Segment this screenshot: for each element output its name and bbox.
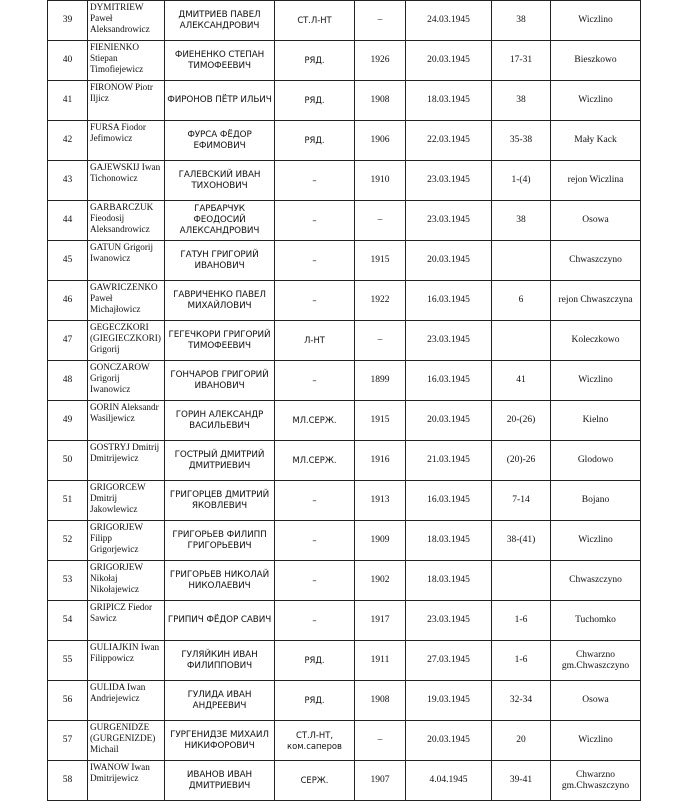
place: Glodowo: [551, 441, 641, 481]
rank: –: [275, 601, 355, 641]
grave-number: 38: [492, 81, 551, 121]
record-number: 58: [48, 761, 88, 801]
birth-year: 1916: [355, 441, 406, 481]
grave-number: 38-(41): [492, 521, 551, 561]
grave-number: 1-6: [492, 641, 551, 681]
grave-number: [492, 241, 551, 281]
name-cyrillic: ФИЕНЕНКО СТЕПАН ТИМОФЕЕВИЧ: [165, 41, 275, 81]
rank: –: [275, 521, 355, 561]
death-date: 16.03.1945: [406, 481, 492, 521]
table-row: [48, 281, 641, 321]
name-latin: GURGENIDZE (GURGENIZDE) Michail: [88, 721, 165, 761]
death-date: 20.03.1945: [406, 241, 492, 281]
place: Chwarzno gm.Chwaszczyno: [551, 641, 641, 681]
table-row: [48, 681, 641, 721]
death-date: 20.03.1945: [406, 401, 492, 441]
grave-number: (20)-26: [492, 441, 551, 481]
birth-year: 1899: [355, 361, 406, 401]
name-latin: GRIGORCEW Dmitrij Jakowlewicz: [88, 481, 165, 521]
death-date: 19.03.1945: [406, 681, 492, 721]
grave-number: 20: [492, 721, 551, 761]
rank: МЛ.СЕРЖ.: [275, 401, 355, 441]
place: Wiczlino: [551, 1, 641, 41]
rank: –: [275, 201, 355, 241]
table-row: [48, 601, 641, 641]
name-cyrillic: ГУЛЯЙКИН ИВАН ФИЛИППОВИЧ: [165, 641, 275, 681]
name-latin: GORIN Aleksandr Wasiljewicz: [88, 401, 165, 441]
table-row: [48, 481, 641, 521]
place: Osowa: [551, 201, 641, 241]
name-cyrillic: ГРИГОРЬЕВ ФИЛИПП ГРИГОРЬЕВИЧ: [165, 521, 275, 561]
grave-number: [492, 561, 551, 601]
name-cyrillic: ФУРСА ФЁДОР ЕФИМОВИЧ: [165, 121, 275, 161]
table-row: [48, 401, 641, 441]
rank: –: [275, 161, 355, 201]
grave-number: 41: [492, 361, 551, 401]
death-date: 22.03.1945: [406, 121, 492, 161]
name-latin: GRIGORJEW Nikołaj Nikołajewicz: [88, 561, 165, 601]
birth-year: –: [355, 1, 406, 41]
rank: –: [275, 481, 355, 521]
place: Bojano: [551, 481, 641, 521]
place: Chwarzno gm.Chwaszczyno: [551, 761, 641, 801]
table-row: [48, 441, 641, 481]
table-row: [48, 721, 641, 761]
table-row: [48, 561, 641, 601]
name-cyrillic: ГРИГОРЬЕВ НИКОЛАЙ НИКОЛАЕВИЧ: [165, 561, 275, 601]
record-number: 41: [48, 81, 88, 121]
death-date: 18.03.1945: [406, 81, 492, 121]
record-number: 48: [48, 361, 88, 401]
name-cyrillic: ГАРБАРЧУК ФЕОДОСИЙ АЛЕКСАНДРОВИЧ: [165, 201, 275, 241]
rank: –: [275, 361, 355, 401]
death-date: 18.03.1945: [406, 521, 492, 561]
record-number: 57: [48, 721, 88, 761]
name-cyrillic: ГРИПИЧ ФЁДОР САВИЧ: [165, 601, 275, 641]
record-number: 44: [48, 201, 88, 241]
record-number: 46: [48, 281, 88, 321]
grave-number: 7-14: [492, 481, 551, 521]
death-date: 20.03.1945: [406, 41, 492, 81]
table-row: [48, 241, 641, 281]
death-date: 21.03.1945: [406, 441, 492, 481]
birth-year: 1910: [355, 161, 406, 201]
grave-number: 38: [492, 201, 551, 241]
rank: РЯД.: [275, 81, 355, 121]
birth-year: 1906: [355, 121, 406, 161]
birth-year: 1926: [355, 41, 406, 81]
birth-year: –: [355, 201, 406, 241]
rank: Л-НТ: [275, 321, 355, 361]
birth-year: 1917: [355, 601, 406, 641]
record-number: 51: [48, 481, 88, 521]
place: Wiczlino: [551, 721, 641, 761]
record-number: 53: [48, 561, 88, 601]
burial-records-table: [47, 0, 641, 801]
record-number: 42: [48, 121, 88, 161]
table-row: [48, 121, 641, 161]
birth-year: 1911: [355, 641, 406, 681]
place: Osowa: [551, 681, 641, 721]
death-date: 23.03.1945: [406, 321, 492, 361]
record-number: 47: [48, 321, 88, 361]
birth-year: 1908: [355, 681, 406, 721]
grave-number: 32-34: [492, 681, 551, 721]
rank: МЛ.СЕРЖ.: [275, 441, 355, 481]
name-latin: GRIGORJEW Filipp Grigorjewicz: [88, 521, 165, 561]
name-cyrillic: ФИРОНОВ ПЁТР ИЛЬИЧ: [165, 81, 275, 121]
birth-year: 1907: [355, 761, 406, 801]
grave-number: 39-41: [492, 761, 551, 801]
place: Mały Kack: [551, 121, 641, 161]
death-date: 18.03.1945: [406, 561, 492, 601]
name-cyrillic: ГАВРИЧЕНКО ПАВЕЛ МИХАЙЛОВИЧ: [165, 281, 275, 321]
birth-year: 1915: [355, 241, 406, 281]
table-row: [48, 641, 641, 681]
record-number: 40: [48, 41, 88, 81]
name-latin: GARBARCZUK Fieodosij Aleksandrowicz: [88, 201, 165, 241]
birth-year: 1915: [355, 401, 406, 441]
place: Tuchomko: [551, 601, 641, 641]
name-cyrillic: ГОСТРЫЙ ДМИТРИЙ ДМИТРИЕВИЧ: [165, 441, 275, 481]
record-number: 45: [48, 241, 88, 281]
death-date: 23.03.1945: [406, 161, 492, 201]
grave-number: 1-(4): [492, 161, 551, 201]
birth-year: 1922: [355, 281, 406, 321]
place: Chwaszczyno: [551, 561, 641, 601]
name-latin: GRIPICZ Fiedor Sawicz: [88, 601, 165, 641]
birth-year: –: [355, 721, 406, 761]
grave-number: 17-31: [492, 41, 551, 81]
table-body: [48, 1, 641, 801]
table-row: [48, 321, 641, 361]
record-number: 55: [48, 641, 88, 681]
death-date: 16.03.1945: [406, 361, 492, 401]
name-latin: GOSTRYJ Dmitrij Dmitrijewicz: [88, 441, 165, 481]
name-cyrillic: ГАЛЕВСКИЙ ИВАН ТИХОНОВИЧ: [165, 161, 275, 201]
place: Wiczlino: [551, 361, 641, 401]
rank: СЕРЖ.: [275, 761, 355, 801]
death-date: 24.03.1945: [406, 1, 492, 41]
document-page: [47, 0, 640, 801]
name-cyrillic: ГЕГЕЧКОРИ ГРИГОРИЙ ТИМОФЕЕВИЧ: [165, 321, 275, 361]
grave-number: 1-6: [492, 601, 551, 641]
record-number: 43: [48, 161, 88, 201]
rank: РЯД.: [275, 641, 355, 681]
death-date: 23.03.1945: [406, 601, 492, 641]
birth-year: 1909: [355, 521, 406, 561]
table-row: [48, 761, 641, 801]
name-latin: FIENIENKO Stiepan Timofiejewicz: [88, 41, 165, 81]
rank: СТ.Л-НТ, ком.саперов: [275, 721, 355, 761]
table-row: [48, 1, 641, 41]
name-latin: GULIAJKIN Iwan Filippowicz: [88, 641, 165, 681]
table-row: [48, 41, 641, 81]
name-cyrillic: ГАТУН ГРИГОРИЙ ИВАНОВИЧ: [165, 241, 275, 281]
table-row: [48, 521, 641, 561]
table-row: [48, 161, 641, 201]
death-date: 4.04.1945: [406, 761, 492, 801]
place: Koleczkowo: [551, 321, 641, 361]
rank: –: [275, 281, 355, 321]
rank: –: [275, 561, 355, 601]
name-latin: GAJEWSKIJ Iwan Tichonowicz: [88, 161, 165, 201]
place: rejon Chwaszczyna: [551, 281, 641, 321]
name-latin: GAWRICZENKO Paweł Michajłowicz: [88, 281, 165, 321]
name-cyrillic: ГРИГОРЦЕВ ДМИТРИЙ ЯКОВЛЕВИЧ: [165, 481, 275, 521]
birth-year: 1902: [355, 561, 406, 601]
death-date: 27.03.1945: [406, 641, 492, 681]
grave-number: 6: [492, 281, 551, 321]
place: Chwaszczyno: [551, 241, 641, 281]
birth-year: –: [355, 321, 406, 361]
place: Bieszkowo: [551, 41, 641, 81]
name-cyrillic: ДМИТРИЕВ ПАВЕЛ АЛЕКСАНДРОВИЧ: [165, 1, 275, 41]
place: Kielno: [551, 401, 641, 441]
place: Wiczlino: [551, 81, 641, 121]
grave-number: 20-(26): [492, 401, 551, 441]
place: Wiczlino: [551, 521, 641, 561]
rank: РЯД.: [275, 121, 355, 161]
rank: –: [275, 241, 355, 281]
record-number: 49: [48, 401, 88, 441]
name-cyrillic: ГУРГЕНИДЗЕ МИХАИЛ НИКИФОРОВИЧ: [165, 721, 275, 761]
rank: РЯД.: [275, 681, 355, 721]
table-row: [48, 361, 641, 401]
birth-year: 1913: [355, 481, 406, 521]
name-latin: GULIDA Iwan Andriejewicz: [88, 681, 165, 721]
record-number: 56: [48, 681, 88, 721]
grave-number: [492, 321, 551, 361]
name-latin: GATUN Grigorij Iwanowicz: [88, 241, 165, 281]
name-latin: DYMITRIEW Paweł Aleksandrowicz: [88, 1, 165, 41]
death-date: 23.03.1945: [406, 201, 492, 241]
name-latin: IWANOW Iwan Dmitrijewicz: [88, 761, 165, 801]
name-cyrillic: ГУЛИДА ИВАН АНДРЕЕВИЧ: [165, 681, 275, 721]
name-latin: FIRONOW Piotr Iljicz: [88, 81, 165, 121]
record-number: 50: [48, 441, 88, 481]
record-number: 52: [48, 521, 88, 561]
name-cyrillic: ГОРИН АЛЕКСАНДР ВАСИЛЬЕВИЧ: [165, 401, 275, 441]
grave-number: 38: [492, 1, 551, 41]
rank: РЯД.: [275, 41, 355, 81]
name-cyrillic: ИВАНОВ ИВАН ДМИТРИЕВИЧ: [165, 761, 275, 801]
death-date: 20.03.1945: [406, 721, 492, 761]
name-latin: GONCZAROW Grigorij Iwanowicz: [88, 361, 165, 401]
table-row: [48, 201, 641, 241]
name-latin: GEGECZKORI (GIEGIECZKORI) Grigorij: [88, 321, 165, 361]
record-number: 54: [48, 601, 88, 641]
rank: СТ.Л-НТ: [275, 1, 355, 41]
name-cyrillic: ГОНЧАРОВ ГРИГОРИЙ ИВАНОВИЧ: [165, 361, 275, 401]
record-number: 39: [48, 1, 88, 41]
birth-year: 1908: [355, 81, 406, 121]
place: rejon Wiczlina: [551, 161, 641, 201]
death-date: 16.03.1945: [406, 281, 492, 321]
grave-number: 35-38: [492, 121, 551, 161]
name-latin: FURSA Fiodor Jefimowicz: [88, 121, 165, 161]
table-row: [48, 81, 641, 121]
